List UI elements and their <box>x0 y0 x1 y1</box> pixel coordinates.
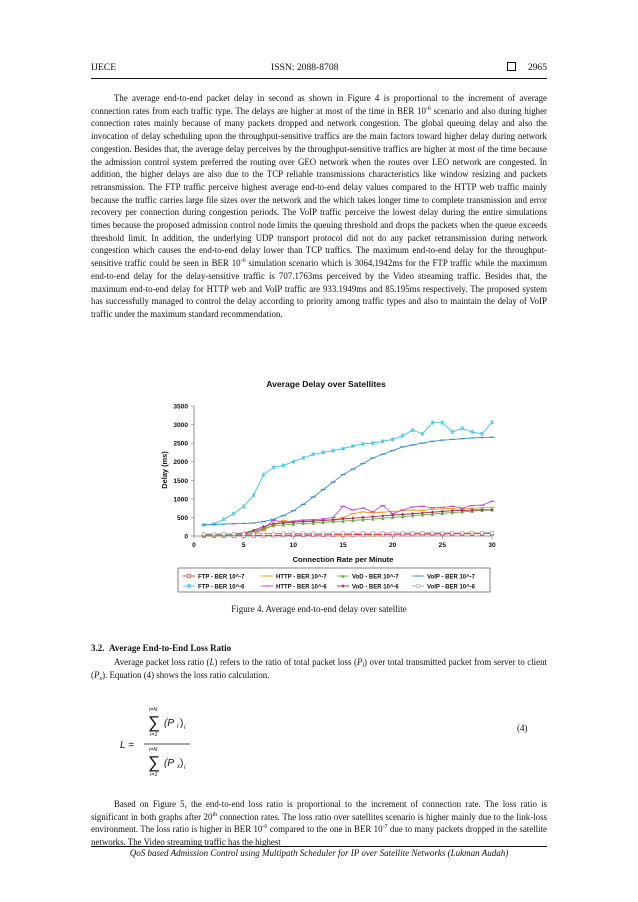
p1-text-b: scenario and also during higher connection rates mainly because of many packets dropped and network congestion. The global queuing delay and also the invocation of delay scheduling upon the throughput-sensitive traffics are the main factors toward higher delay during network congestion. Besides that, the average delay perceives by the throughput-sensitive traffics are higher at most of the time because the admission control system preferred the routing over GEO network when the routes over LEO network are congested. In addition, the higher delays are also due to the TCP reliable transmissions characteristics like window resizing and packets retransmission. The FTP traffic perceive highest average end-to-end delay values compared to the HTTP web traffic mainly because the traffic carries large file sizes over the network and the which takes longer time to complete transmission and error recovery per connection during congestion periods. The VoIP traffic perceive the lowest delay during the entire simulations times because the proposed admission control node limits the queuing threshold and drops the packets when the queue exceeds threshold limit. In addition, the underlying UDP transport protocol did not do any packet retransmission during network congestion which causes the end-to-end delay lower than TCP traffics. The maximum end-to-end delay for the throughput-sensitive traffic could be seen in BER 10 <box>91 105 547 269</box>
chart-series <box>201 420 494 538</box>
data-point <box>461 531 464 534</box>
series-line <box>204 510 492 535</box>
page-number: 2965 <box>527 62 547 73</box>
eq-num-sigma: ∑ <box>148 713 161 732</box>
legend-marker <box>187 574 190 577</box>
data-point <box>282 532 285 535</box>
legend-label: HTTP - BER 10^-6 <box>276 584 327 591</box>
p1-sup-b: -6 <box>240 258 246 265</box>
data-point <box>441 531 444 534</box>
data-point <box>252 493 255 497</box>
p2-sub-l: l <box>362 663 365 669</box>
running-footer: QoS based Admission Control using Multipath Scheduler for IP over Satellite Networks (Lukman Audah) <box>129 848 509 858</box>
data-point <box>331 532 334 535</box>
data-point <box>351 516 354 519</box>
series-2 <box>201 507 494 535</box>
x-tick-label: 25 <box>438 542 447 549</box>
data-point <box>401 531 404 534</box>
delay-chart <box>150 373 496 595</box>
p2-sub-x: x <box>99 675 103 682</box>
figure-caption: Figure 4. Average end-to-end delay over satellite <box>231 604 407 614</box>
data-point <box>361 531 364 534</box>
p2-text-4: ). Equation (4) shows the loss ratio calculation. <box>102 669 270 680</box>
data-point <box>252 532 255 535</box>
header-rule <box>91 78 547 79</box>
p2-text-1: Average packet loss ratio ( <box>114 657 210 667</box>
p3-sup-b: -7 <box>382 824 388 831</box>
data-point <box>411 512 414 515</box>
p2-var-l: L <box>209 657 215 667</box>
p2-text-3: ) over total transmitted packet from server to client ( <box>91 657 547 680</box>
legend-label: VoD - BER 10^-6 <box>352 584 399 591</box>
eq-den-close: ) <box>180 758 184 769</box>
p1-sup-a: -6 <box>425 105 431 112</box>
data-point <box>371 515 374 518</box>
eq-den-sigma: ∑ <box>148 753 161 772</box>
data-point <box>431 511 434 514</box>
data-point <box>222 517 225 521</box>
eq-num-close: ) <box>180 718 184 729</box>
legend-label: HTTP - BER 10^-7 <box>276 574 327 581</box>
legend-label: VoIP - BER 10^-6 <box>427 584 475 591</box>
data-point <box>381 514 384 517</box>
y-tick-label: 0 <box>184 533 188 541</box>
data-point <box>480 508 483 511</box>
y-tick-label: 2500 <box>173 440 188 448</box>
x-tick-label: 10 <box>289 542 298 549</box>
data-point <box>262 532 265 535</box>
data-point <box>202 532 205 535</box>
x-tick-label: 5 <box>241 542 246 549</box>
p2-var-p: P <box>356 657 363 667</box>
equation-4 <box>120 706 230 784</box>
data-point <box>321 532 324 535</box>
data-point <box>480 531 483 534</box>
p1-text-c: simulation scenario which is 3064.1942ms for the FTP traffic while the maximum end-to-end delay for the delay-sensitive traffic is 707.1763ms perceived by the Video streaming traffic. Besides that, the maximum end-to-end delay for HTTP web and VoIP traffic are 933.1949ms and 85.195ms respectively. The proposed system has successfully managed to control the delay according to priority among traffic types and also to maintain the delay of VoIP traffic under the maximum standard recommendation. <box>91 258 547 319</box>
series-line <box>204 507 492 535</box>
y-tick-label: 2000 <box>173 459 188 467</box>
data-point <box>272 532 275 535</box>
paragraph-loss-def <box>91 656 547 681</box>
eq-den-term: (P <box>164 758 174 769</box>
y-tick-label: 3000 <box>173 422 188 430</box>
data-point <box>431 531 434 534</box>
chart-y-label: Delay (ms) <box>160 451 169 489</box>
data-point <box>470 531 473 534</box>
data-point <box>361 516 364 519</box>
paragraph-loss-results <box>91 798 547 849</box>
p3-text-c: compared to the one in BER 10 <box>267 824 383 835</box>
legend-label: VoIP - BER 10^-7 <box>427 574 475 581</box>
eq-num-upper: i=N <box>149 707 158 713</box>
data-point <box>451 509 454 512</box>
p3-text-d: due to many packets dropped in the satellite networks. The Video streaming traffic has the highest <box>91 824 547 848</box>
y-tick-label: 1500 <box>173 477 188 485</box>
data-point <box>331 518 334 521</box>
x-tick-label: 15 <box>339 542 347 549</box>
eq-den-index: i <box>184 765 186 771</box>
data-point <box>421 511 424 514</box>
data-point <box>222 532 225 535</box>
data-point <box>451 531 454 534</box>
p2-var-p2: P <box>93 669 100 680</box>
legend-label: FTP - BER 10^-6 <box>198 584 245 591</box>
eq-num-term: (P <box>164 718 174 729</box>
y-tick-label: 3500 <box>173 403 188 411</box>
chart-axes <box>173 404 496 550</box>
chart-x-label: Connection Rate per Minute <box>292 555 394 564</box>
x-tick-label: 0 <box>192 542 196 549</box>
p3-sup-a: -6 <box>262 824 268 831</box>
series-line <box>204 422 492 525</box>
eq-num-sub: l <box>177 724 179 730</box>
data-point <box>242 532 245 535</box>
data-point <box>232 532 235 535</box>
series-6 <box>201 437 494 525</box>
equation-number: (4) <box>517 723 528 733</box>
eq-den-upper: i=N <box>149 747 158 753</box>
section-number: 3.2. <box>91 643 105 653</box>
data-point <box>490 420 493 424</box>
data-point <box>242 504 245 508</box>
p3-sup-th: th <box>212 811 218 818</box>
data-point <box>312 532 315 535</box>
data-point <box>441 510 444 513</box>
data-point <box>292 532 295 535</box>
data-point <box>421 531 424 534</box>
running-header <box>91 62 547 74</box>
series-5 <box>202 508 493 536</box>
eq-num-index: i <box>184 725 186 731</box>
data-point <box>212 532 215 535</box>
eq-den-lower: i=1 <box>150 772 158 778</box>
data-point <box>302 532 305 535</box>
data-point <box>401 513 404 516</box>
series-line <box>204 437 492 525</box>
x-tick-label: 30 <box>488 542 496 549</box>
section-heading <box>91 643 231 653</box>
data-point <box>391 531 394 534</box>
data-point <box>262 473 265 477</box>
footer-rule <box>91 846 547 847</box>
y-tick-label: 500 <box>176 514 188 522</box>
data-point <box>341 532 344 535</box>
checkbox-square-icon <box>507 62 516 71</box>
eq-lhs: L = <box>120 740 134 751</box>
page-number-block <box>507 62 547 73</box>
chart-legend <box>178 568 490 592</box>
legend-label: FTP - BER 10^-7 <box>198 574 245 581</box>
chart-title: Average Delay over Satellites <box>266 379 386 389</box>
legend-marker <box>416 584 419 587</box>
x-tick-label: 20 <box>388 542 397 549</box>
p3-text-a: Based on Figure 5, the end-to-end loss ratio is proportional to the increment of connection rate. The loss ratio is significant in both graphs after 20 <box>91 799 547 822</box>
data-point <box>351 532 354 535</box>
journal-name: IJECE <box>91 62 117 73</box>
p2-text-2: ) refers to the ratio of total packet loss ( <box>214 657 357 667</box>
data-point <box>371 531 374 534</box>
y-tick-label: 1000 <box>173 496 188 504</box>
data-point <box>490 531 493 534</box>
series-line <box>204 510 492 536</box>
data-point <box>232 512 235 516</box>
paragraph-delay <box>91 92 547 321</box>
data-point <box>381 531 384 534</box>
legend-label: VoD - BER 10^-7 <box>352 574 399 581</box>
section-title: Average End-to-End Loss Ratio <box>109 643 232 653</box>
p3-text-b: connection rates. The loss ratio over satellites scenario is higher mainly due to the link-loss environment. The loss ratio is higher in BER 10 <box>91 811 547 835</box>
issn: ISSN: 2088-8708 <box>271 62 339 73</box>
data-point <box>411 531 414 534</box>
eq-num-lower: i=1 <box>150 732 158 738</box>
eq-den-sub: x <box>177 764 180 770</box>
p1-text-a: The average end-to-end packet delay in second as shown in Figure 4 is proportional to the increment of average connection rates from each traffic type. The delays are higher at most of the time in BER 10 <box>91 93 547 116</box>
